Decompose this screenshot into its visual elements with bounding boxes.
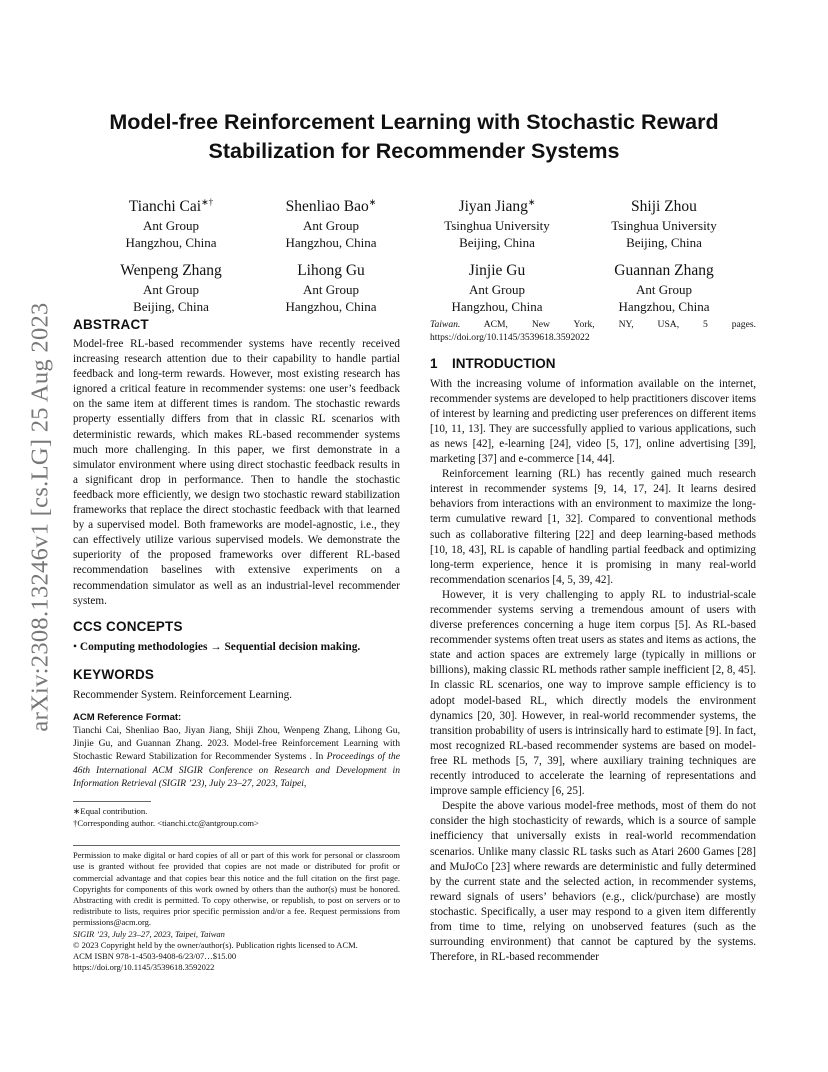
author-org: Ant Group [469,282,525,298]
paper-title [74,108,754,166]
venue-line: SIGIR ’23, July 23–27, 2023, Taipei, Taiwan [73,928,225,939]
author-location: Beijing, China [133,299,209,315]
footnote-rule [73,801,151,802]
author-org: Ant Group [303,282,359,298]
abstract-heading: ABSTRACT [73,317,149,332]
arxiv-identifier: arXiv:2308.13246v1 [cs.LG] 25 Aug 2023 [27,302,54,732]
section-number: 1 [430,355,438,371]
author-org: Tsinghua University [444,218,550,234]
right-column [430,318,756,965]
author-block [584,256,744,315]
author-block [91,192,251,251]
intro-paragraph: However, it is very challenging to apply RL to industrial-scale recommender systems serving a tremendous amount of users with diverse preferences concerning a huge item corpus [5]. As RL-based recommender systems often treat users as states and items as actions, the state and action spaces are extremely large (typically in millions or billions), making classic RL methods rather sample inefficient [2, 8, 45]. In classic RL scenarios, one way to improve sample efficiency is to adopt model-based RL, which directly models the environment dynamics [20, 30]. However, in real-world recommender systems, the transition probability of users is intrinsically hard to estimate [9]. In fact, most recognized RL-based recommender systems are based on model-free RL methods [5, 7, 39], where auxiliary training techniques are recently introduced to accelerate the learning of representations and improve sample efficiency [6, 25]. [430,588,756,798]
isbn-line: ACM ISBN 978-1-4503-9408-6/23/07…$15.00 [73,951,237,962]
permission-text: Permission to make digital or hard copies of all or part of this work for personal or classroom use is granted without fee provided that copies are not made or distributed for profit or commercial advantage and that copies bear this notice and the full citation on the first page. Copyrights for components of this work owned by others than the author(s) must be honored. Abstracting with credit is permitted. To copy otherwise, or republish, to post on servers or to redistribute to lists, requires prior specific permission and/or a fee. Request permissions from permissions@acm.org. [73,850,400,928]
author-location: Hangzhou, China [285,235,377,251]
author-block [417,192,577,251]
section-title: INTRODUCTION [452,355,556,371]
permission-rule [73,845,400,846]
intro-paragraph: Reinforcement learning (RL) has recently gained much research interest in recommender systems [9, 14, 17, 24]. It learns desired behaviors from interactions with an environment to maximize the long-term cumulative reward [1, 32]. Compared to conventional methods such as collaborative filtering [22] and deep learning-based methods [10, 18, 43], RL is capable of handling partial feedback and optimizing long-term experience, hence it is promising in many real-world recommendation scenarios [4, 5, 39, 42]. [430,468,756,586]
copyright-line: © 2023 Copyright held by the owner/author(s). Publication rights licensed to ACM. [73,939,358,950]
author-name: Guannan Zhang [614,262,714,280]
abstract-text: Model-free RL-based recommender systems have recently received increasing research attention due to their capability to handle partial feedback and long-term rewards. However, most existing research has ignored a critical feature in recommender systems: one user’s feedback on the same item at different times is random. The stochastic rewards property essentially differs from that in classic RL scenarios with deterministic rewards, which makes RL-based recommender systems much more challenging. In this paper, we first demonstrate in a simulator environment where using direct stochastic feedback results in a significant drop in performance. Then to handle the stochastic feedback more efficiently, we design two stochastic reward stabilization frameworks that replace the direct stochastic feedback with that learned by a supervised model. Both frameworks are model-agnostic, i.e., they can effectively utilize various supervised models. We demonstrate the superiority of the proposed frameworks over different RL-based recommendation baselines with extensive experiments on a recommendation simulator as well as an industrial-level recommender system. [73,338,400,607]
bullet: • [73,640,77,653]
acm-ref-continued [430,318,756,345]
author-location: Hangzhou, China [451,299,543,315]
footnote-equal: ∗Equal contribution. [73,806,148,817]
author-location: Hangzhou, China [125,235,217,251]
author-location: Beijing, China [459,235,535,251]
author-name: Shiji Zhou [631,198,697,216]
author-block [251,192,411,251]
doi-line: https://doi.org/10.1145/3539618.3592022 [73,962,215,973]
acm-ref-text [73,724,400,790]
author-block [91,256,251,315]
ccs-concept [73,640,400,655]
acm-ref-plain: Tianchi Cai, Shenliao Bao, Jiyan Jiang, Shiji Zhou, Wenpeng Zhang, Lihong Gu, Jinjie Gu, and Guannan Zhang. 2023. Model-free Reinforcement Learning with Stochastic Reward Stabilization for Recommender Systems . In [73,724,400,763]
author-org: Ant Group [636,282,692,298]
author-block [251,256,411,315]
author-mark: ∗ [527,197,536,207]
author-mark: ∗† [201,197,214,207]
intro-paragraph: With the increasing volume of information available on the internet, recommender systems are developed to help practitioners discover items of interest by learning and predicting user preferences on different items [10, 11, 13]. They are successfully applied to various applications, such as news [42], e-learning [24], video [5, 17], online advertising [39], marketing [37] and e-commerce [14, 44]. [430,377,756,466]
author-name: Wenpeng Zhang [120,262,222,280]
keywords-heading: KEYWORDS [73,666,155,682]
acm-ref-italic: Proceedings of the 46th International ACM SIGIR Conference on Research and Development in Information Retrieval (SIGIR ’23), July 23–27, 2023, Taipei, [73,751,400,789]
left-column [73,316,400,974]
author-org: Ant Group [143,282,199,298]
author-name: Jiyan Jiang [458,198,528,216]
author-name: Jinjie Gu [468,262,526,280]
author-block [584,192,744,251]
intro-paragraph: Despite the above various model-free methods, most of them do not consider the high stochasticity of rewards, which is a source of sample inefficiency that universally exists in real-world recommendation scenarios. Unlike many classic RL tasks such as Atari 2600 Games [28] and MuJoCo [23] where rewards are deterministic and fully determined by the current state and the selected action, in recommender systems, reward signals of users’ behaviors (e.g., click/purchase) are mostly stochastic. Specifically, a user may respond to a given item differently from time to time, relying on unobserved features (such as the surrounding environment) that cannot be captured by the systems. Therefore, in RL-based recommender [430,800,756,964]
footnote-corresponding: †Corresponding author. <tianchi.ctc@antgroup.com> [73,818,259,829]
author-name: Shenliao Bao [285,198,369,216]
acm-ref-heading: ACM Reference Format: [73,711,182,723]
title-line-2: Stabilization for Recommender Systems [208,139,620,163]
author-org: Ant Group [303,218,359,234]
title-line-1: Model-free Reinforcement Learning with Stochastic Reward [109,110,719,134]
ccs-heading: CCS CONCEPTS [73,618,183,634]
author-block [417,256,577,315]
author-name: Tianchi Cai [128,198,202,216]
author-name: Lihong Gu [297,262,365,280]
ccs-item: Computing methodologies → Sequential decision making. [79,640,361,653]
acm-ref-cont-plain: ACM, New York, NY, USA, 5 pages. https://doi.org/10.1145/3539618.3592022 [430,319,756,344]
author-org: Ant Group [143,218,199,234]
author-location: Hangzhou, China [285,299,377,315]
keywords-text: Recommender System. Reinforcement Learning. [73,688,293,701]
author-location: Hangzhou, China [618,299,710,315]
introduction-heading [430,355,756,373]
author-mark: ∗ [368,197,377,207]
author-org: Tsinghua University [611,218,717,234]
acm-ref-cont-italic: Taiwan. [430,319,461,330]
author-location: Beijing, China [626,235,702,251]
arxiv-stamp [10,282,72,752]
